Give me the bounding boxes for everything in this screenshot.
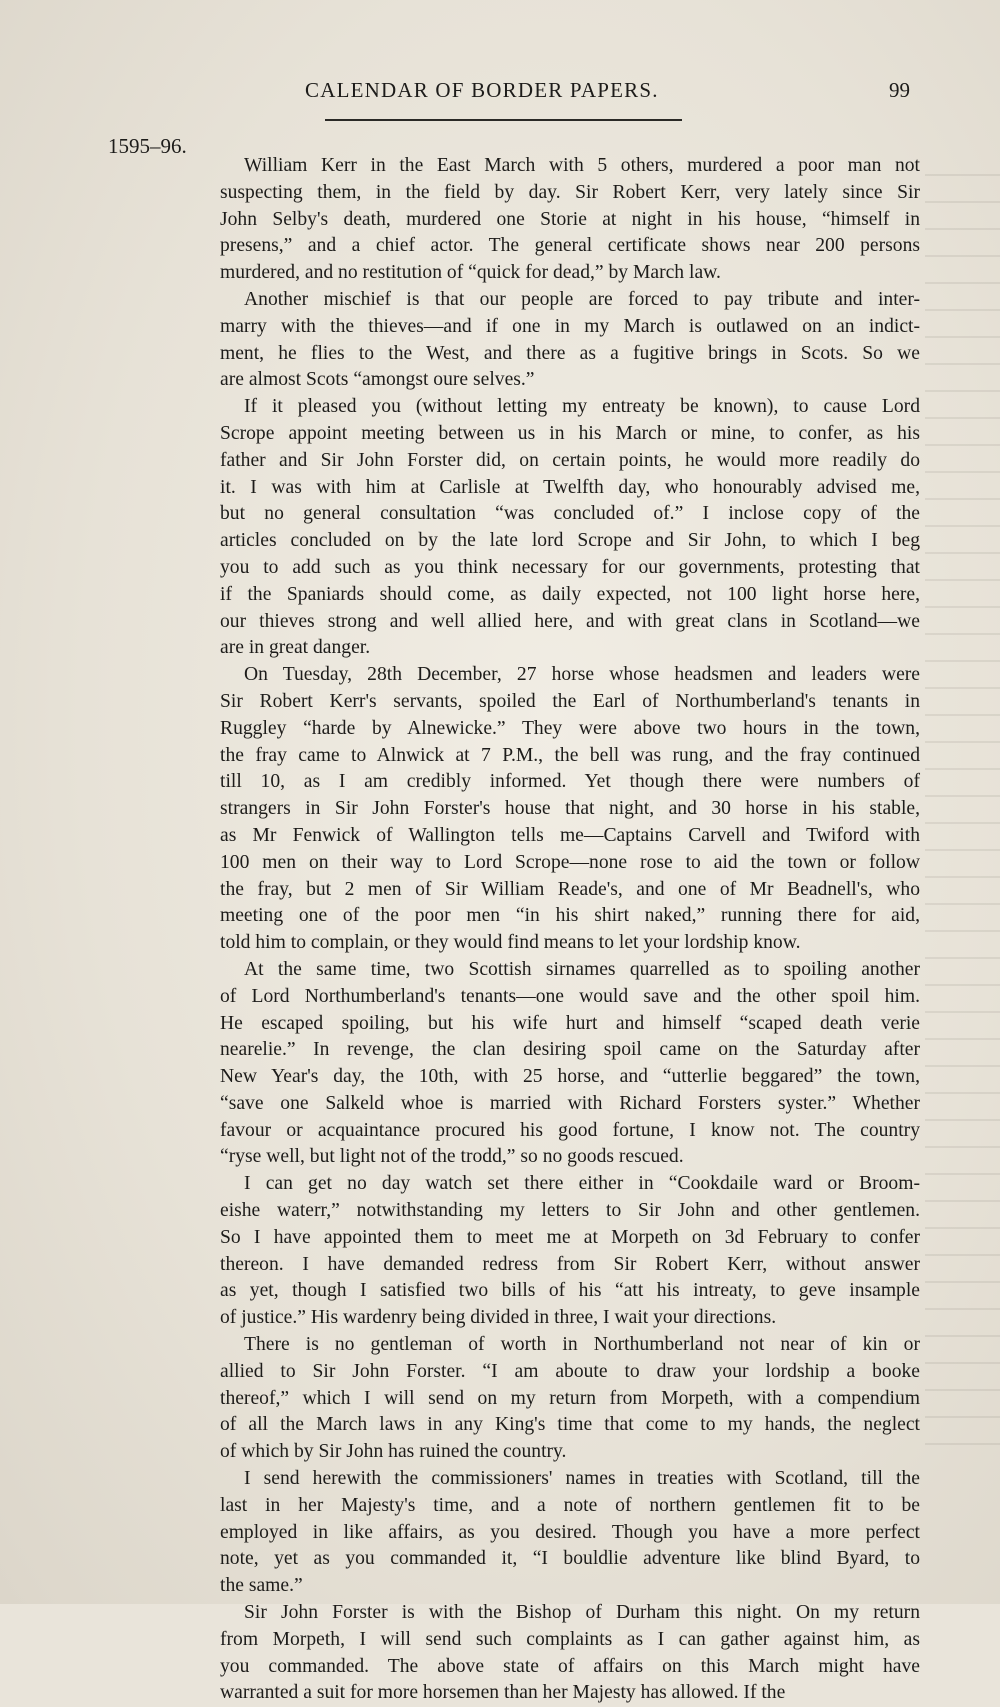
text-line: nearelie.” In revenge, the clan desiring spoil came on the Saturday after — [220, 1039, 920, 1061]
text-line: if the Spaniards should come, as daily expected, not 100 light horse here, — [220, 583, 920, 605]
text-line: Ruggley “harde by Alnewicke.” They were above two hours in the town, — [220, 717, 920, 739]
text-line: At the same time, two Scottish sirnames quarrelled as to spoiling another — [244, 958, 920, 980]
text-line: as Mr Fenwick of Wallington tells me—Captains Carvell and Twiford with — [220, 824, 920, 846]
text-line: till 10, as I am credibly informed. Yet though there were numbers of — [220, 771, 920, 793]
running-title: CALENDAR OF BORDER PAPERS. — [305, 78, 659, 102]
text-line: thereof,” which I will send on my return from Morpeth, with a compendium — [220, 1387, 920, 1409]
paragraph — [220, 153, 920, 287]
text-line: from Morpeth, I will send such complaints as I can gather against him, as — [220, 1628, 920, 1650]
header-rule — [325, 119, 682, 121]
text-line: So I have appointed them to meet me at Morpeth on 3d February to confer — [220, 1226, 920, 1248]
text-line: 100 men on their way to Lord Scrope—none rose to aid the town or follow — [220, 851, 920, 873]
text-line: articles concluded on by the late lord Scrope and Sir John, to which I beg — [220, 530, 920, 552]
text-line: Sir Robert Kerr's servants, spoiled the Earl of Northumberland's tenants in — [220, 690, 920, 712]
paragraph — [220, 394, 920, 662]
text-line: of which by Sir John has ruined the country. — [220, 1441, 567, 1463]
show-through-text — [925, 160, 1000, 1460]
body-text — [220, 153, 920, 1707]
text-line: “save one Salkeld whoe is married with Richard Forsters syster.” Whether — [220, 1092, 920, 1114]
text-line: father and Sir John Forster did, on certain points, he would more readily do — [220, 449, 920, 471]
text-line: the fray came to Alnwick at 7 P.M., the bell was rung, and the fray continued — [220, 744, 920, 766]
text-line: of justice.” His wardenry being divided in three, I wait your directions. — [220, 1307, 777, 1329]
paragraph — [220, 1600, 920, 1707]
paragraph — [220, 957, 920, 1171]
text-line: of Lord Northumberland's tenants—one would save and the other spoil him. — [220, 985, 920, 1007]
text-line: the same.” — [220, 1575, 303, 1597]
text-line: allied to Sir John Forster. “I am aboute to draw your lordship a booke — [220, 1360, 920, 1382]
text-line: William Kerr in the East March with 5 others, murdered a poor man not — [244, 155, 920, 176]
text-line: ment, he flies to the West, and there as a fugitive brings in Scots. So we — [220, 342, 920, 364]
paragraph — [220, 1171, 920, 1332]
text-line: are in great danger. — [220, 637, 371, 659]
page-number: 99 — [889, 78, 910, 102]
date-label: 1595–96. — [108, 134, 187, 158]
text-line: strangers in Sir John Forster's house that night, and 30 horse in his stable, — [220, 798, 920, 820]
text-line: as yet, though I satisfied two bills of his “att his intreaty, to geve insample — [220, 1280, 920, 1302]
text-line: “ryse well, but light not of the trodd,” so no goods rescued. — [220, 1146, 684, 1168]
text-line: but no general consultation “was concluded of.” I inclose copy of the — [220, 503, 920, 525]
text-line: I send herewith the commissioners' names in treaties with Scotland, till the — [244, 1468, 920, 1490]
text-line: meeting one of the poor men “in his shirt naked,” running there for aid, — [220, 905, 920, 927]
text-line: murdered, and no restitution of “quick for dead,” by March law. — [220, 262, 721, 284]
text-line: it. I was with him at Carlisle at Twelfth day, who honourably advised me, — [220, 476, 920, 498]
paragraph — [220, 662, 920, 957]
text-line: last in her Majesty's time, and a note of northern gentlemen fit to be — [220, 1494, 920, 1516]
text-line: marry with the thieves—and if one in my March is outlawed on an indict- — [220, 315, 920, 337]
text-line: On Tuesday, 28th December, 27 horse whose headsmen and leaders were — [244, 664, 920, 686]
text-line: note, yet as you commanded it, “I bouldlie adventure like blind Byard, to — [220, 1548, 920, 1570]
text-line: are almost Scots “amongst oure selves.” — [220, 369, 535, 391]
text-line: told him to complain, or they would find means to let your lordship know. — [220, 932, 801, 954]
text-line: eishe waterr,” notwithstanding my letters to Sir John and other gentlemen. — [220, 1200, 920, 1222]
text-line: warranted a suit for more horsemen than her Majesty has allowed. If the — [220, 1682, 786, 1704]
text-line: Scrope appoint meeting between us in his March or mine, to confer, as his — [220, 422, 920, 444]
text-line: John Selby's death, murdered one Storie at night in his house, “himself in — [220, 208, 920, 230]
text-line: presens,” and a chief actor. The general certificate shows near 200 persons — [220, 235, 920, 257]
text-line: If it pleased you (without letting my entreaty be known), to cause Lord — [244, 396, 920, 418]
text-line: our thieves strong and well allied here, and with great clans in Scotland—we — [220, 610, 920, 632]
text-line: the fray, but 2 men of Sir William Reade's, and one of Mr Beadnell's, who — [220, 878, 920, 900]
text-line: you commanded. The above state of affairs on this March might have — [220, 1655, 920, 1677]
text-line: There is no gentleman of worth in Northumberland not near of kin or — [244, 1334, 920, 1356]
paragraph — [220, 287, 920, 394]
text-line: Sir John Forster is with the Bishop of Durham this night. On my return — [244, 1602, 920, 1624]
text-line: thereon. I have demanded redress from Sir Robert Kerr, without answer — [220, 1253, 920, 1275]
text-line: suspecting them, in the field by day. Sir Robert Kerr, very lately since Sir — [220, 181, 920, 203]
text-line: He escaped spoiling, but his wife hurt and himself “scaped death verie — [220, 1012, 920, 1034]
text-line: of all the March laws in any King's time that come to my hands, the neglect — [220, 1414, 920, 1436]
text-line: I can get no day watch set there either in “Cookdaile ward or Broom- — [244, 1173, 920, 1195]
text-line: favour or acquaintance procured his good fortune, I know not. The country — [220, 1119, 920, 1141]
paragraph — [220, 1466, 920, 1600]
text-line: New Year's day, the 10th, with 25 horse, and “utterlie beggared” the town, — [220, 1066, 920, 1088]
paragraph — [220, 1332, 920, 1466]
text-line: you to add such as you think necessary for our governments, protesting that — [220, 556, 920, 578]
page-header — [0, 78, 1000, 108]
text-line: Another mischief is that our people are forced to pay tribute and inter- — [244, 288, 920, 310]
text-line: employed in like affairs, as you desired. Though you have a more perfect — [220, 1521, 920, 1543]
